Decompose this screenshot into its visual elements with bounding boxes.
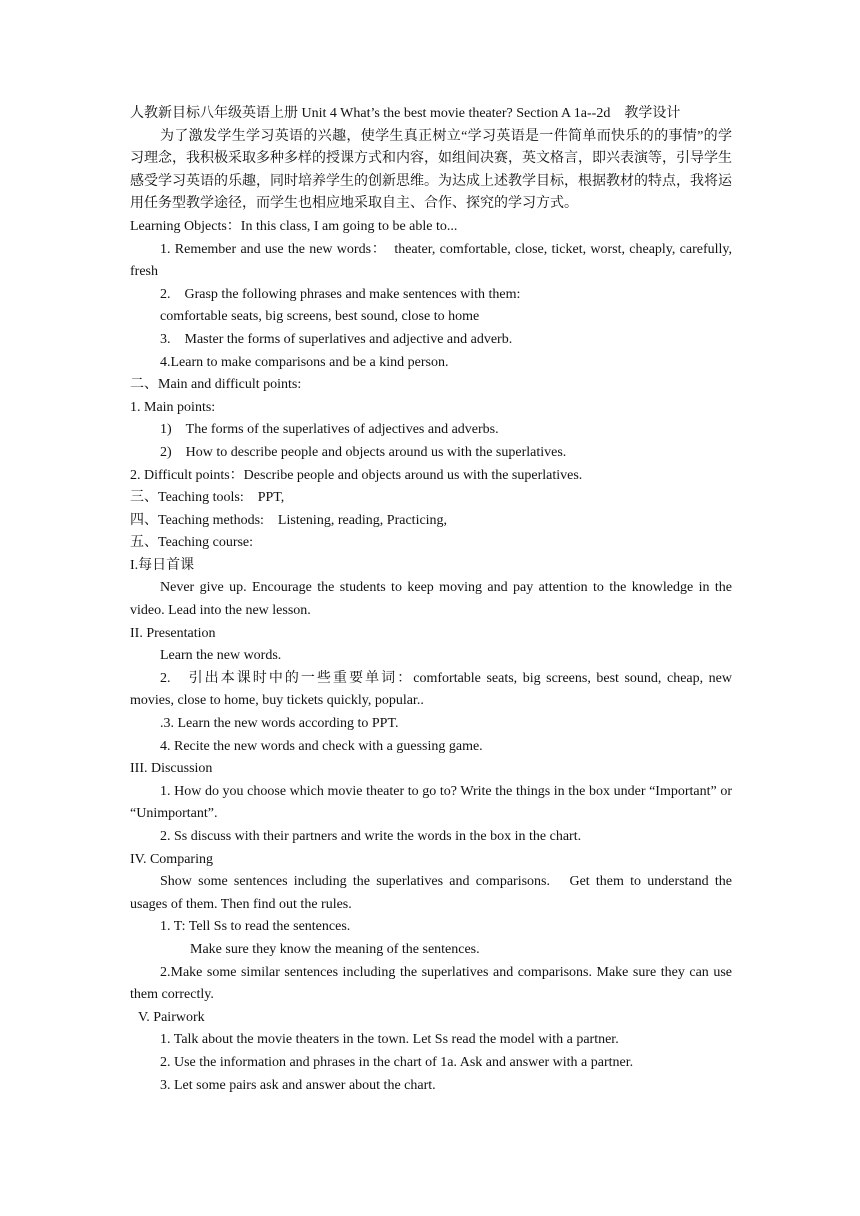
difficult-points: 2. Difficult points：Describe people and objects around us with the superlatives. xyxy=(130,467,583,483)
section-item: 2. 引出本课时中的一些重要单词：comfortable seats, big screens, best sound, cheap, new movies, close to home, buy tickets quickly, popular.. xyxy=(130,670,732,709)
objective-item: 3. Master the forms of superlatives and adjective and adverb. xyxy=(160,331,513,347)
section-item: 3. Let some pairs ask and answer about the chart. xyxy=(160,1077,436,1093)
objectives-heading: Learning Objects：In this class, I am going to be able to... xyxy=(130,218,458,234)
main-points-heading: 1. Main points: xyxy=(130,399,216,415)
document-title: 人教新目标八年级英语上册 Unit 4 What’s the best movie theater? Section A 1a--2d 教学设计 xyxy=(130,106,681,121)
teaching-methods: 四、Teaching methods: Listening, reading, Practicing, xyxy=(130,512,448,528)
section-item: 1. How do you choose which movie theater to go to? Write the things in the box under “Important” or “Unimportant”. xyxy=(130,783,732,822)
objective-item: 2. Grasp the following phrases and make sentences with them: xyxy=(160,286,521,302)
section-item: 2.Make some similar sentences including the superlatives and comparisons. Make sure they can use them correctly. xyxy=(130,964,732,1003)
section-item: .3. Learn the new words according to PPT. xyxy=(160,716,399,732)
section-heading: III. Discussion xyxy=(130,761,213,777)
points-heading: 二、Main and difficult points: xyxy=(130,377,302,393)
section-heading: IV. Comparing xyxy=(130,851,213,867)
objective-item: comfortable seats, big screens, best sound, close to home xyxy=(160,309,480,325)
intro-paragraph: 为了激发学生学习英语的兴趣，使学生真正树立“学习英语是一件简单而快乐的的事情”的学习理念，我积极采取多种多样的授课方式和内容，如组间决赛，英文格言，即兴表演等，引导学生感受学习英语的乐趣，同时培养学生的创新思维。为达成上述教学目标，根据教材的特点，我将运用任务型教学途径，而学生也相应地采取自主、合作、探究的学习方式。 xyxy=(130,128,732,212)
teaching-tools: 三、Teaching tools: PPT, xyxy=(130,490,285,506)
section-item: 2. Ss discuss with their partners and write the words in the box in the chart. xyxy=(160,829,582,844)
section-item: 4. Recite the new words and check with a guessing game. xyxy=(160,738,483,754)
section-item: 1. Talk about the movie theaters in the town. Let Ss read the model with a partner. xyxy=(160,1032,619,1048)
objective-item: 4.Learn to make comparisons and be a kind person. xyxy=(160,354,449,370)
section-item: Make sure they know the meaning of the sentences. xyxy=(190,941,480,957)
course-heading: 五、Teaching course: xyxy=(130,535,254,551)
section-heading: V. Pairwork xyxy=(138,1009,205,1025)
document-page xyxy=(130,103,732,1097)
objective-item: 1. Remember and use the new words： theater, comfortable, close, ticket, worst, cheaply, carefully, fresh xyxy=(130,241,732,280)
section-item: Learn the new words. xyxy=(160,648,282,664)
section-heading: I.每日首课 xyxy=(130,557,195,573)
section-paragraph: Show some sentences including the superlatives and comparisons. Get them to understand the usages of them. Then find out the rules. xyxy=(130,874,732,912)
section-item: 2. Use the information and phrases in the chart of 1a. Ask and answer with a partner. xyxy=(160,1054,634,1070)
section-item: 1. T: Tell Ss to read the sentences. xyxy=(160,919,351,935)
section-heading: II. Presentation xyxy=(130,625,216,641)
main-point-item: 2) How to describe people and objects around us with the superlatives. xyxy=(160,444,567,460)
section-paragraph: Never give up. Encourage the students to keep moving and pay attention to the knowledge in the video. Lead into the new lesson. xyxy=(130,580,732,619)
main-point-item: 1) The forms of the superlatives of adjectives and adverbs. xyxy=(160,422,499,438)
